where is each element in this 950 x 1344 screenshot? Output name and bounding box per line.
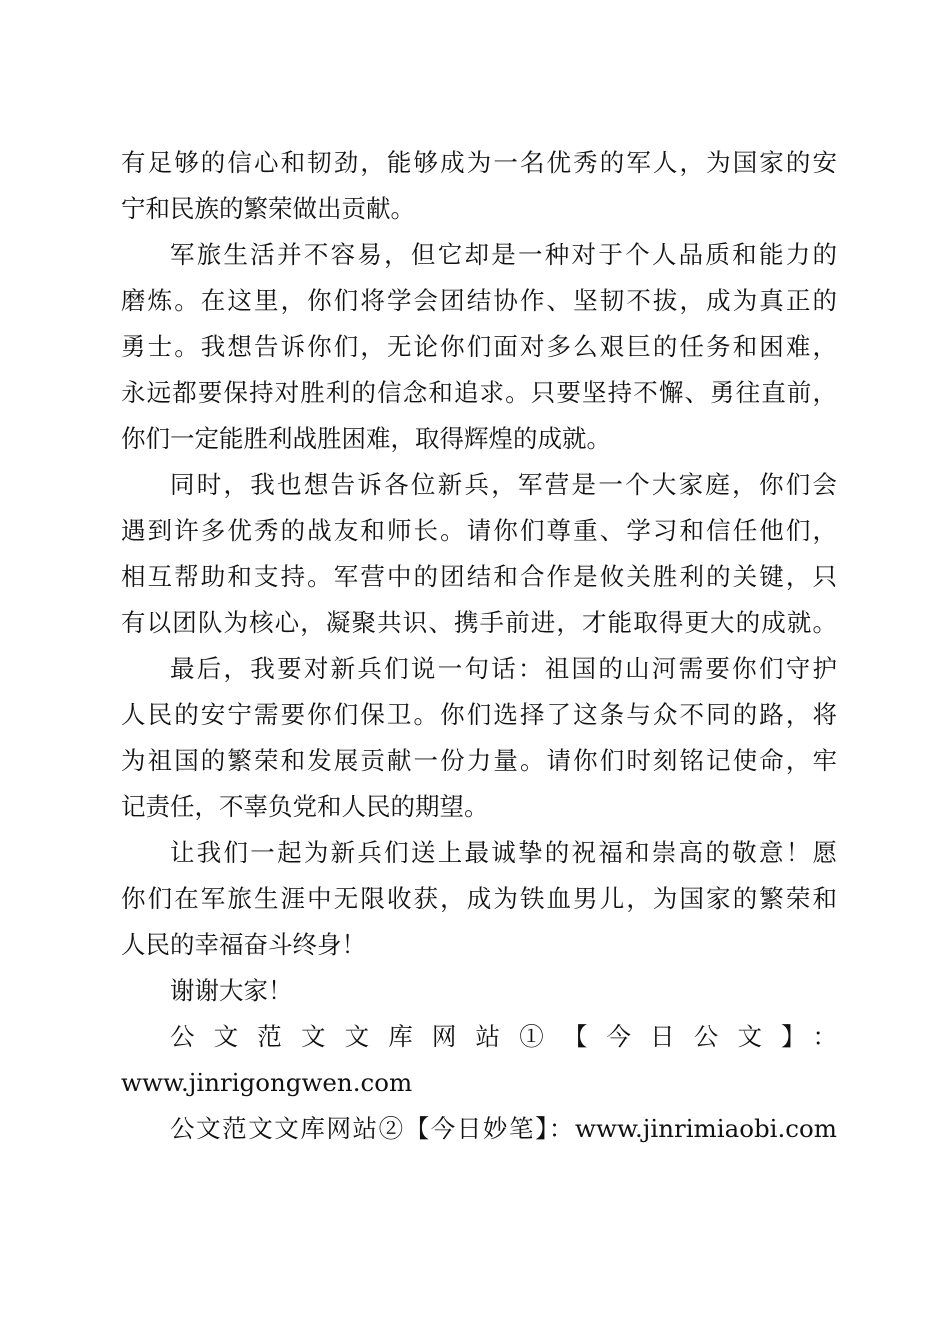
- text-line: 永远都要保持对胜利的信念和追求。只要坚持不懈、勇往直前，: [121, 378, 837, 407]
- text-line: 让我们一起为新兵们送上最诚挚的祝福和崇高的敬意！愿: [170, 838, 837, 867]
- text-line: 人民的幸福奋斗终身！: [121, 930, 366, 959]
- text-line: 你们在军旅生涯中无限收获，成为铁血男儿，为国家的繁荣和: [121, 884, 837, 913]
- text-line: 勇士。我想告诉你们，无论你们面对多么艰巨的任务和困难，: [121, 332, 837, 361]
- text-line: 磨炼。在这里，你们将学会团结协作、坚韧不拔，成为真正的: [121, 286, 837, 315]
- text-line: 同时，我也想告诉各位新兵，军营是一个大家庭，你们会: [170, 470, 837, 499]
- text-line: 有以团队为核心，凝聚共识、携手前进，才能取得更大的成就。: [121, 608, 837, 637]
- text-line: 人民的安宁需要你们保卫。你们选择了这条与众不同的路，将: [121, 700, 837, 729]
- text-line: 遇到许多优秀的战友和师长。请你们尊重、学习和信任他们，: [121, 516, 837, 545]
- text-line: 有足够的信心和韧劲，能够成为一名优秀的军人，为国家的安: [121, 148, 837, 177]
- footer-link-label: 公文范文文库网站①【今日公文】：: [170, 1022, 837, 1051]
- text-line: 最后，我要对新兵们说一句话：祖国的山河需要你们守护: [170, 654, 837, 683]
- text-line: 军旅生活并不容易，但它却是一种对于个人品质和能力的: [170, 240, 837, 269]
- text-line: 记责任，不辜负党和人民的期望。: [121, 792, 489, 821]
- footer-link-url: www.jinrigongwen.com: [121, 1068, 413, 1097]
- text-line: 相互帮助和支持。军营中的团结和合作是攸关胜利的关键，只: [121, 562, 837, 591]
- text-line: 为祖国的繁荣和发展贡献一份力量。请你们时刻铭记使命，牢: [121, 746, 837, 775]
- text-line: 你们一定能胜利战胜困难，取得辉煌的成就。: [121, 424, 611, 453]
- text-line: 宁和民族的繁荣做出贡献。: [121, 194, 415, 223]
- footer-link-line: 公文范文文库网站②【今日妙笔】：www.jinrimiaobi.com: [170, 1114, 837, 1143]
- text-line: 谢谢大家！: [170, 976, 293, 1005]
